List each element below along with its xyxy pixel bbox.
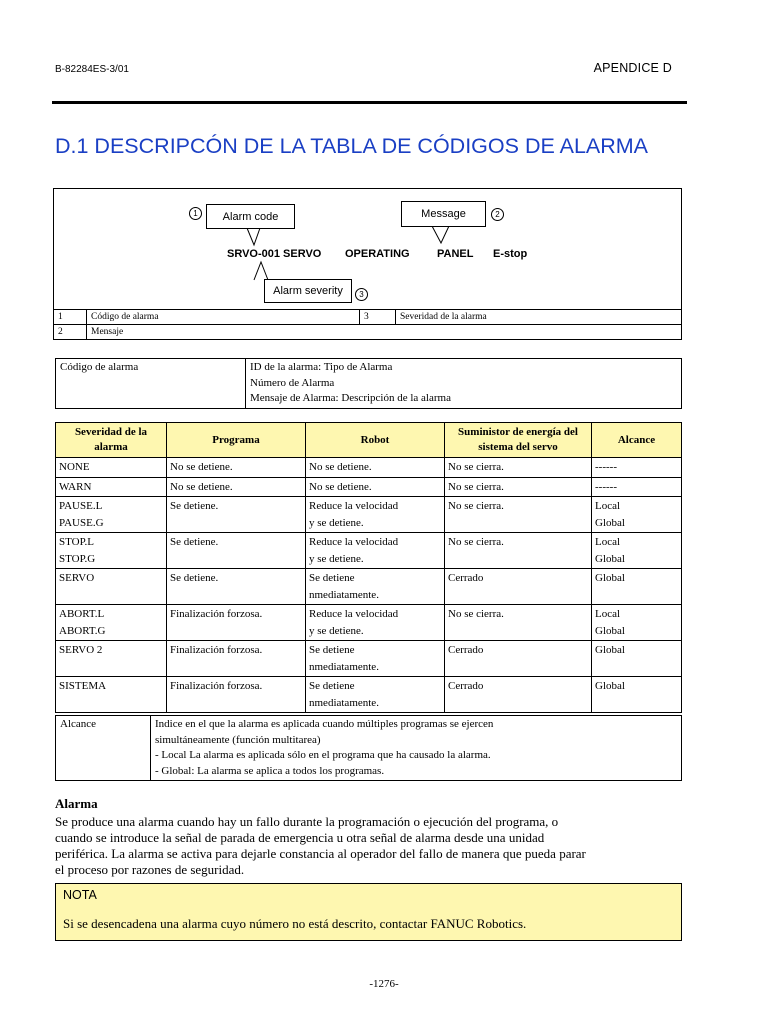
cell-line: y se detiene. (309, 624, 364, 637)
table-cell (445, 458, 592, 478)
callout-number-1: 1 (189, 207, 202, 220)
table-cell (56, 641, 167, 677)
cell-line: Se detiene. (170, 500, 219, 512)
paragraph-line: periférica. La alarma se activa para dejarle constancia al operador del fallo de manera que pueda parar (55, 846, 586, 861)
paragraph-line: el proceso por razones de seguridad. (55, 862, 245, 877)
diagram-legend-table (53, 309, 682, 340)
paragraph-line: Se produce una alarma cuando hay un fallo durante la programación o ejecución del programa, o (55, 814, 559, 829)
table-cell (167, 641, 306, 677)
table-cell (167, 477, 306, 497)
table-cell (592, 569, 682, 605)
table-row (54, 310, 682, 325)
table-cell (592, 677, 682, 713)
alarm-code-callout: Alarm code (206, 204, 295, 229)
document-code: B-82284ES-3/01 (55, 64, 129, 75)
cell-line: Reduce la velocidad (309, 608, 399, 620)
header-rule (52, 101, 687, 104)
cell-line: ------ (595, 480, 617, 493)
table-cell (56, 477, 167, 497)
cell-line: Local (595, 536, 621, 548)
column-header: Robot (306, 423, 445, 458)
note-box (55, 883, 682, 941)
description-line: Número de Alarma (250, 376, 335, 389)
cell-line: Global (595, 680, 625, 692)
alarm-code-label: Código de alarma (56, 359, 246, 409)
table-cell (445, 533, 592, 569)
cell-line: Global (595, 644, 625, 656)
table-row (54, 325, 682, 340)
table-cell (592, 497, 682, 533)
cell-line: No se detiene. (170, 480, 233, 493)
cell-line: Local (595, 608, 621, 620)
severity-table (55, 422, 682, 713)
cell-line: Local (595, 500, 621, 512)
table-row (56, 497, 682, 533)
cell-line: No se cierra. (448, 500, 504, 512)
description-line: Mensaje de Alarma: Descripción de la alarma (250, 392, 451, 404)
message-callout: Message (401, 201, 486, 227)
table-row (56, 569, 682, 605)
cell-line: No se cierra. (448, 608, 504, 620)
legend-label: Mensaje (87, 325, 682, 340)
legend-number: 3 (360, 310, 396, 325)
table-cell (167, 533, 306, 569)
cell-line: NONE (59, 461, 90, 473)
cell-line: SERVO 2 (59, 644, 103, 656)
cell-line: No se cierra. (448, 480, 504, 493)
legend-number: 1 (54, 310, 87, 325)
table-cell (306, 497, 445, 533)
cell-line: y se detiene. (309, 552, 364, 565)
code-part: OPERATING (345, 248, 410, 260)
table-cell (445, 677, 592, 713)
cell-line: STOP.G (59, 552, 96, 565)
table-cell (445, 497, 592, 533)
column-header: Suministor de energía del sistema del servo (445, 423, 592, 458)
table-cell (592, 477, 682, 497)
cell-line: Global (595, 572, 625, 584)
table-cell (306, 477, 445, 497)
table-cell (56, 458, 167, 478)
table-cell (445, 477, 592, 497)
table-cell (167, 497, 306, 533)
cell-line: SERVO (59, 572, 95, 584)
table-cell (167, 569, 306, 605)
table-cell (56, 497, 167, 533)
table-cell (306, 677, 445, 713)
cell-line: No se detiene. (309, 480, 372, 493)
cell-line: Finalización forzosa. (170, 644, 263, 656)
table-cell (56, 569, 167, 605)
cell-line: nmediatamente. (309, 696, 379, 709)
description-line: - Global: La alarma se aplica a todos los programas. (155, 764, 385, 777)
code-part: SRVO-001 SERVO (227, 248, 322, 260)
cell-line: ------ (595, 461, 617, 473)
table-row (56, 533, 682, 569)
code-part: E-stop (493, 248, 528, 260)
cell-line: Global (595, 552, 625, 565)
table-cell (306, 458, 445, 478)
cell-line: y se detiene. (309, 516, 364, 529)
description-line: ID de la alarma: Tipo de Alarma (250, 361, 393, 373)
column-header: Alcance (592, 423, 682, 458)
cell-line: Se detiene. (170, 572, 219, 584)
cell-line: Se detiene (309, 644, 355, 656)
table-cell (56, 533, 167, 569)
table-row (56, 677, 682, 713)
description-line: - Local La alarma es aplicada sólo en el programa que ha causado la alarma. (155, 749, 491, 761)
cell-line: No se cierra. (448, 461, 504, 473)
table-cell (445, 605, 592, 641)
table-cell (167, 677, 306, 713)
cell-line: Global (595, 516, 625, 529)
legend-label: Severidad de la alarma (396, 310, 682, 325)
cell-line: Finalización forzosa. (170, 680, 263, 692)
cell-line: Cerrado (448, 644, 484, 656)
callout-number-3: 3 (355, 288, 368, 301)
cell-line: No se cierra. (448, 536, 504, 548)
table-cell (56, 605, 167, 641)
table-cell (306, 605, 445, 641)
table-row (56, 458, 682, 478)
table-cell (306, 569, 445, 605)
scope-table (55, 715, 682, 781)
alarm-severity-callout: Alarm severity (264, 279, 352, 303)
cell-line: Global (595, 624, 625, 637)
appendix-label: APENDICE D (593, 61, 672, 75)
cell-line: Cerrado (448, 680, 484, 692)
code-part: PANEL (437, 248, 474, 260)
cell-line: Se detiene. (170, 536, 219, 548)
cell-line: Se detiene (309, 680, 355, 692)
alarm-code-table (55, 358, 682, 409)
table-cell (445, 569, 592, 605)
cell-line: ABORT.G (59, 624, 106, 637)
table-cell (167, 605, 306, 641)
table-row (56, 359, 682, 409)
cell-line: nmediatamente. (309, 660, 379, 673)
column-header: Programa (167, 423, 306, 458)
cell-line: Reduce la velocidad (309, 500, 399, 512)
cell-line: No se detiene. (309, 461, 372, 473)
table-cell (592, 605, 682, 641)
cell-line: Finalización forzosa. (170, 608, 263, 620)
table-cell (592, 641, 682, 677)
note-text: Si se desencadena una alarma cuyo número no está descrito, contactar FANUC Robotics. (63, 916, 527, 931)
cell-line: PAUSE.G (59, 516, 104, 529)
table-row (56, 641, 682, 677)
table-cell (592, 533, 682, 569)
table-cell (56, 677, 167, 713)
column-header: Severidad de la alarma (56, 423, 167, 458)
cell-line: ABORT.L (59, 608, 105, 620)
cell-line: PAUSE.L (59, 500, 103, 512)
scope-description (151, 716, 682, 781)
description-line: simultáneamente (función multitarea) (155, 733, 321, 746)
alarm-code-diagram (53, 188, 682, 310)
page-number: -1276- (369, 978, 399, 990)
table-header-row (56, 423, 682, 458)
table-cell (592, 458, 682, 478)
description-line: Indice en el que la alarma es aplicada cuando múltiples programas se ejercen (155, 718, 494, 730)
table-cell (306, 533, 445, 569)
table-cell (445, 641, 592, 677)
paragraph-line: cuando se introduce la señal de parada de emergencia u otra señal de alarma desde una unidad (55, 830, 545, 845)
cell-line: nmediatamente. (309, 588, 379, 601)
legend-label: Código de alarma (87, 310, 360, 325)
alarma-paragraph (55, 814, 685, 878)
cell-line: Se detiene (309, 572, 355, 584)
cell-line: WARN (59, 480, 92, 493)
alarm-code-description (246, 359, 682, 409)
alarma-heading: Alarma (55, 796, 98, 811)
cell-line: STOP.L (59, 536, 94, 548)
cell-line: Cerrado (448, 572, 484, 584)
callout-number-2: 2 (491, 208, 504, 221)
table-row (56, 605, 682, 641)
cell-line: SISTEMA (59, 680, 107, 692)
table-row (56, 477, 682, 497)
cell-line: No se detiene. (170, 461, 233, 473)
note-heading: NOTA (63, 888, 97, 902)
table-cell (306, 641, 445, 677)
table-cell (167, 458, 306, 478)
legend-number: 2 (54, 325, 87, 340)
cell-line: Reduce la velocidad (309, 536, 399, 548)
scope-label: Alcance (56, 716, 151, 781)
section-title: D.1 DESCRIPCÓN DE LA TABLA DE CÓDIGOS DE ALARMA (55, 134, 649, 158)
table-row (56, 716, 682, 781)
